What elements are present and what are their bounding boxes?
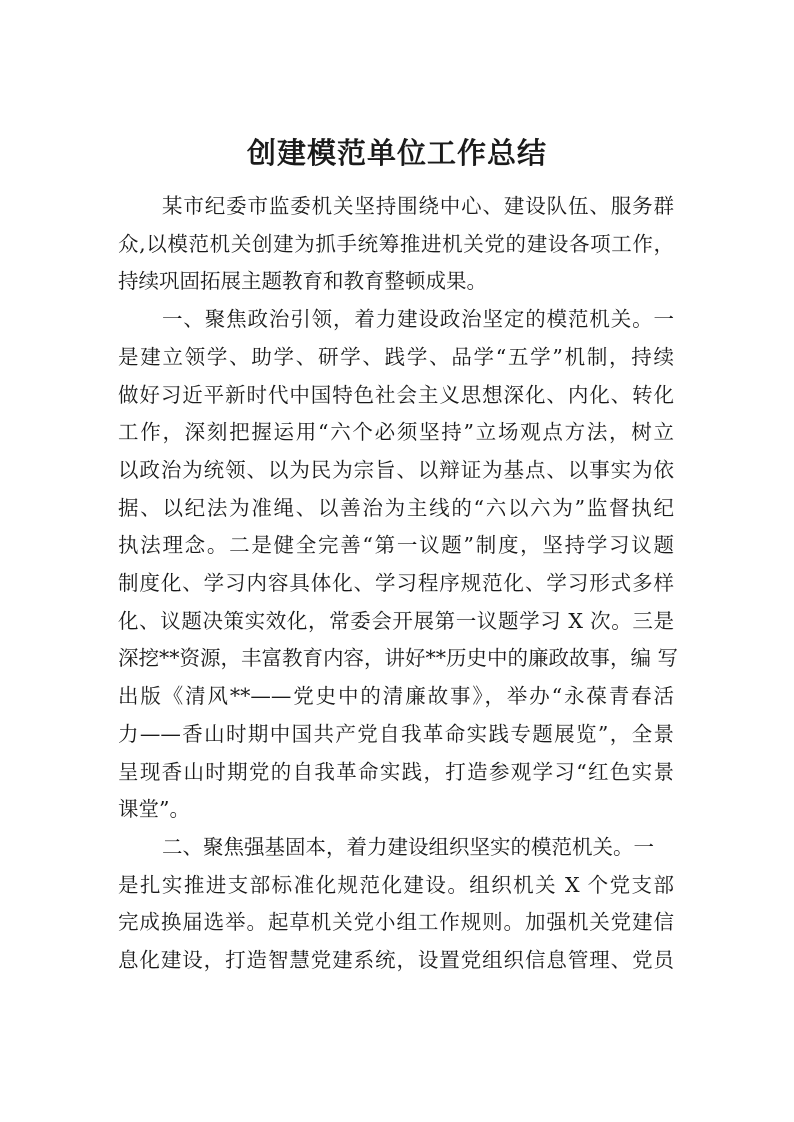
- paragraph-organization: [118, 829, 674, 980]
- text-line: 做好习近平新时代中国特色社会主义思想深化、内化、转化: [118, 382, 674, 407]
- text-line: 以政治为统领、以为民为宗旨、以辩证为基点、以事实为依: [118, 457, 674, 482]
- text-line: 化、议题决策实效化，常委会开展第一议题学习 X 次。三是: [118, 608, 674, 633]
- paragraph-political-guidance: [118, 301, 679, 829]
- text-line: 深挖**资源，丰富教育内容，讲好**历史中的廉政故事，编 写: [118, 646, 679, 671]
- text-line: 二、聚焦强基固本，着力建设组织坚实的模范机关。一: [162, 834, 654, 859]
- text-line: 制度化、学习内容具体化、学习程序规范化、学习形式多样: [118, 571, 674, 596]
- text-line: 是扎实推进支部标准化规范化建设。组织机关 X 个党支部: [118, 872, 674, 897]
- text-line: 力——香山时期中国共产党自我革命实践专题展览”，全景: [118, 721, 674, 746]
- text-line: 息化建设，打造智慧党建系统，设置党组织信息管理、党员: [118, 948, 674, 973]
- text-line: 执法理念。二是健全完善“第一议题”制度，坚持学习议题: [118, 533, 674, 558]
- text-line: 一、聚焦政治引领，着力建设政治坚定的模范机关。一: [162, 307, 674, 332]
- text-line: 工作，深刻把握运用“六个必须坚持”立场观点方法，树立: [118, 420, 674, 445]
- document-title: 创建模范单位工作总结: [246, 136, 547, 170]
- text-line: 众,以模范机关创建为抓手统筹推进机关党的建设各项工作，: [118, 231, 674, 256]
- text-line: 出版《清风**——党史中的清廉故事》，举办“永葆青春活: [118, 684, 674, 709]
- text-line: 据、以纪法为准绳、以善治为主线的“六以六为”监督执纪: [118, 495, 674, 520]
- text-line: 是建立领学、助学、研学、践学、品学“五学”机制，持续: [118, 344, 674, 369]
- paragraph-intro: [118, 188, 674, 301]
- text-line: 完成换届选举。起草机关党小组工作规则。加强机关党建信: [118, 910, 674, 935]
- text-line: 某市纪委市监委机关坚持围绕中心、建设队伍、服务群: [162, 194, 674, 218]
- text-line: 持续巩固拓展主题教育和教育整顿成果。: [118, 269, 487, 294]
- document-body: [118, 188, 679, 980]
- text-line: 呈现香山时期党的自我革命实践，打造参观学习“红色实景: [118, 759, 674, 784]
- text-line: 课堂”。: [118, 797, 190, 822]
